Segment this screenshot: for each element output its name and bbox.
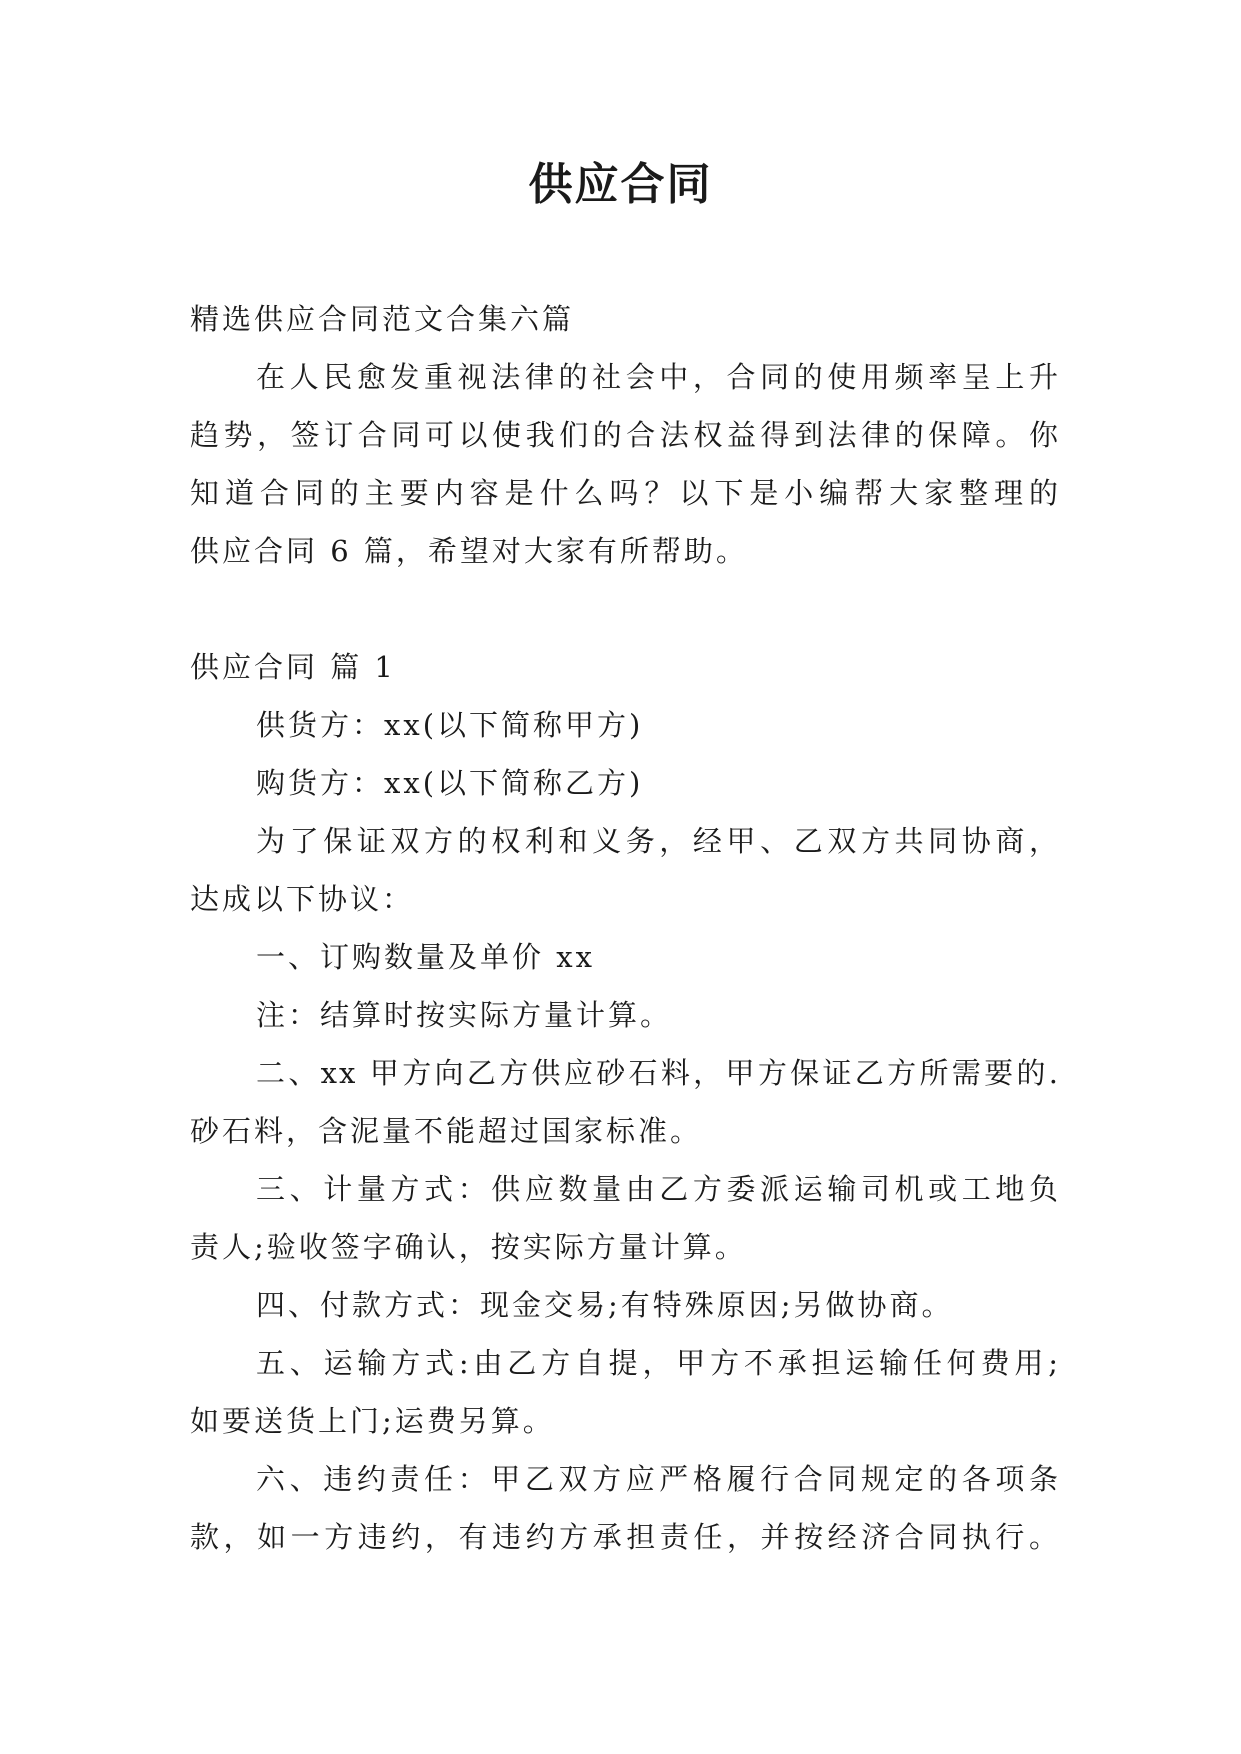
- intro-line: 供应合同 6 篇，希望对大家有所帮助。: [190, 534, 748, 568]
- document-body: [190, 290, 1060, 1566]
- clause-line: 为了保证双方的权利和义务，经甲、乙双方共同协商，: [256, 824, 1060, 858]
- paragraph-gap: [190, 580, 1060, 638]
- clause-line: 五、运输方式:由乙方自提，甲方不承担运输任何费用;: [256, 1346, 1060, 1380]
- subtitle: 精选供应合同范文合集六篇: [190, 302, 575, 336]
- clause-line: 购货方：xx(以下简称乙方): [256, 766, 644, 800]
- clause-line: 注：结算时按实际方量计算。: [256, 998, 673, 1032]
- clause-line: 一、订购数量及单价 xx: [256, 940, 595, 974]
- clause-line: 达成以下协议：: [190, 882, 415, 916]
- document-title: 供应合同: [528, 159, 713, 210]
- clause-line: 三、计量方式：供应数量由乙方委派运输司机或工地负: [256, 1172, 1060, 1206]
- clause-line: 砂石料，含泥量不能超过国家标准。: [190, 1114, 703, 1148]
- clause-line: 款，如一方违约，有违约方承担责任，并按经济合同执行。: [190, 1520, 1060, 1554]
- clause-line: 责人;验收签字确认，按实际方量计算。: [190, 1230, 747, 1264]
- clause-line: 六、违约责任：甲乙双方应严格履行合同规定的各项条: [256, 1462, 1060, 1496]
- clause-line: 供货方：xx(以下简称甲方): [256, 708, 644, 742]
- intro-line: 知道合同的主要内容是什么吗？以下是小编帮大家整理的: [190, 476, 1060, 510]
- clause-line: 四、付款方式：现金交易;有特殊原因;另做协商。: [256, 1288, 954, 1322]
- clause-line: 二、xx 甲方向乙方供应砂石料，甲方保证乙方所需要的.: [256, 1056, 1060, 1090]
- intro-line: 趋势，签订合同可以使我们的合法权益得到法律的保障。你: [190, 418, 1060, 452]
- section-heading: 供应合同 篇 1: [190, 650, 396, 684]
- intro-line: 在人民愈发重视法律的社会中，合同的使用频率呈上升: [256, 360, 1060, 394]
- clause-line: 如要送货上门;运费另算。: [190, 1404, 555, 1438]
